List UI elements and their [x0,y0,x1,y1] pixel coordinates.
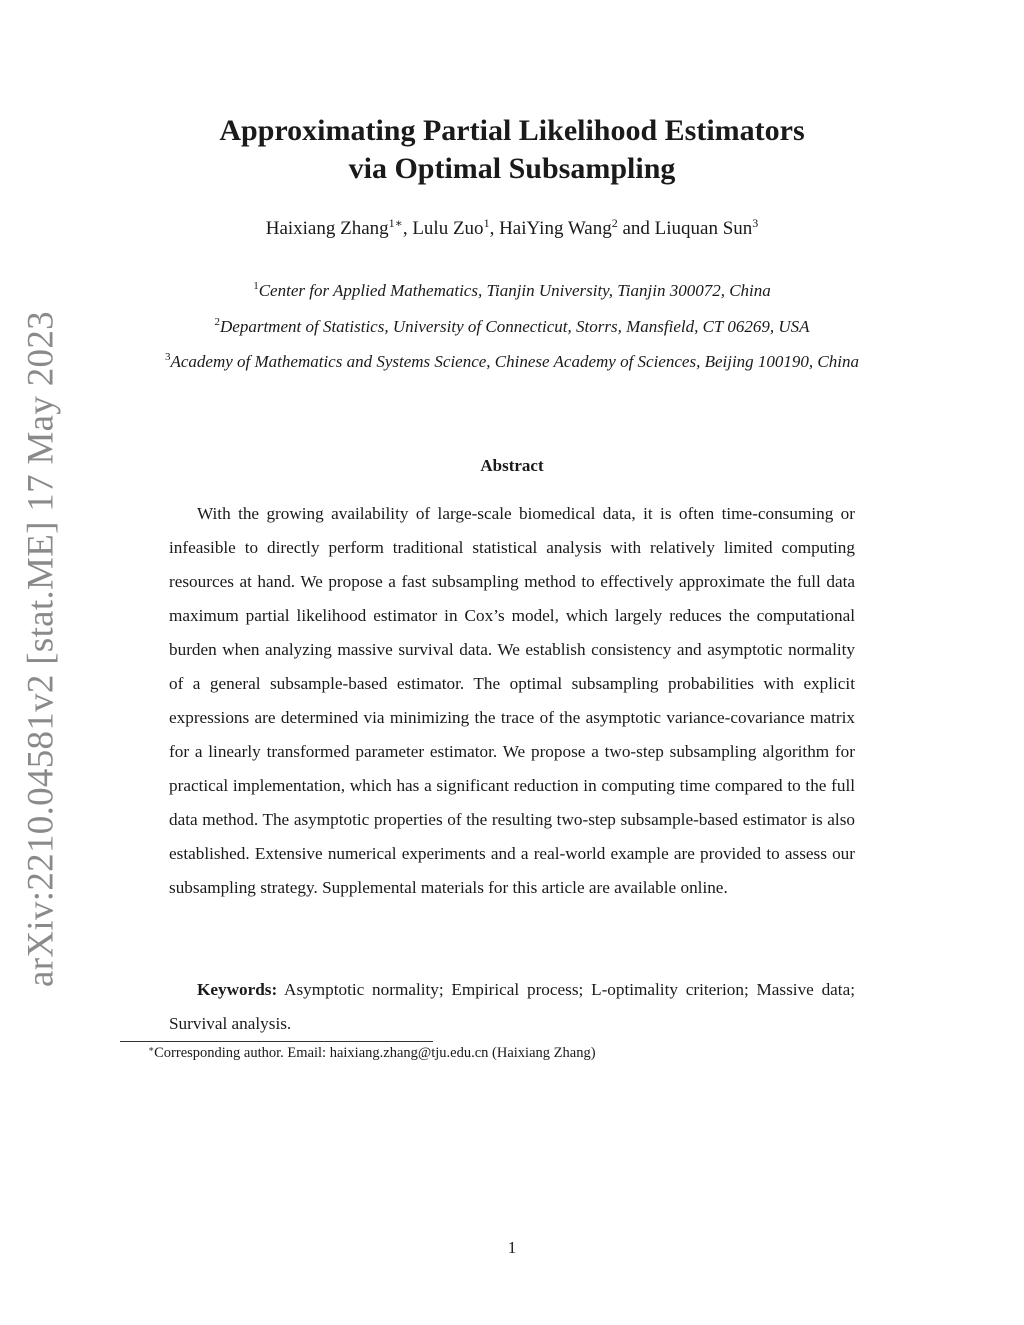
author-list [0,218,1024,240]
affiliation-2 [0,317,1024,337]
affiliation-marker: 3 [165,351,171,363]
author-name: Haixiang Zhang [265,218,389,239]
author-name: Lulu Zuo [412,218,484,239]
author-affiliation-marker: 1∗ [388,216,403,230]
title-line-2: via Optimal Subsampling [348,152,676,185]
footnote-text: Corresponding author. Email: haixiang.zhang@tju.edu.cn (Haixiang Zhang) [154,1045,596,1061]
affiliation-3 [0,352,1024,372]
page-number: 1 [507,1238,517,1257]
keywords-label: Keywords: [197,980,278,999]
author-separator: , [402,218,413,239]
arxiv-identifier-stamp: arXiv:2210.04581v2 [stat.ME] 17 May 2023 [20,311,62,987]
author-separator: , [489,218,500,239]
keywords-paragraph [169,973,855,1041]
affiliation-marker: 2 [214,316,221,328]
corresponding-author-footnote [148,1045,596,1062]
title-line-1: Approximating Partial Likelihood Estimators [219,114,805,147]
abstract-heading: Abstract [480,456,544,475]
affiliation-text: Center for Applied Mathematics, Tianjin University, Tianjin 300072, China [258,281,771,300]
footnote-marker: ∗ [148,1044,155,1054]
paper-title [0,112,1024,188]
author-affiliation-marker: 1 [483,216,490,230]
author-name: Liuquan Sun [654,218,753,239]
keywords-text: Asymptotic normality; Empirical process; L-optimality criterion; Massive data; Survival analysis. [169,980,855,1033]
author-name: HaiYing Wang [499,218,612,239]
author-affiliation-marker: 2 [611,216,618,230]
abstract-body: With the growing availability of large-scale biomedical data, it is often time-consuming or infeasible to directly perform traditional statistical analysis with relatively limited computing resources at hand. We propose a fast subsampling method to effectively approximate the full data maximum partial likelihood estimator in Cox’s model, which largely reduces the computational burden when analyzing massive survival data. We establish consistency and asymptotic normality of a general subsample-based estimator. The optimal subsampling probabilities with explicit expressions are determined via minimizing the trace of the asymptotic variance-covariance matrix for a linearly transformed parameter estimator. We propose a two-step subsampling algorithm for practical implementation, which has a significant reduction in computing time compared to the full data method. The asymptotic properties of the resulting two-step subsample-based estimator is also established. Extensive numerical experiments and a real-world example are provided to assess our subsampling strategy. Supplemental materials for this article are available online. [169,504,855,897]
footnote-divider [120,1041,433,1042]
affiliation-text: Department of Statistics, University of Connecticut, Storrs, Mansfield, CT 06269, USA [220,317,810,336]
affiliation-text: Academy of Mathematics and Systems Science, Chinese Academy of Sciences, Beijing 100190, China [170,352,859,371]
author-separator: and [617,218,655,239]
affiliation-1 [0,281,1024,301]
affiliation-marker: 1 [253,280,259,292]
author-affiliation-marker: 3 [752,216,759,230]
